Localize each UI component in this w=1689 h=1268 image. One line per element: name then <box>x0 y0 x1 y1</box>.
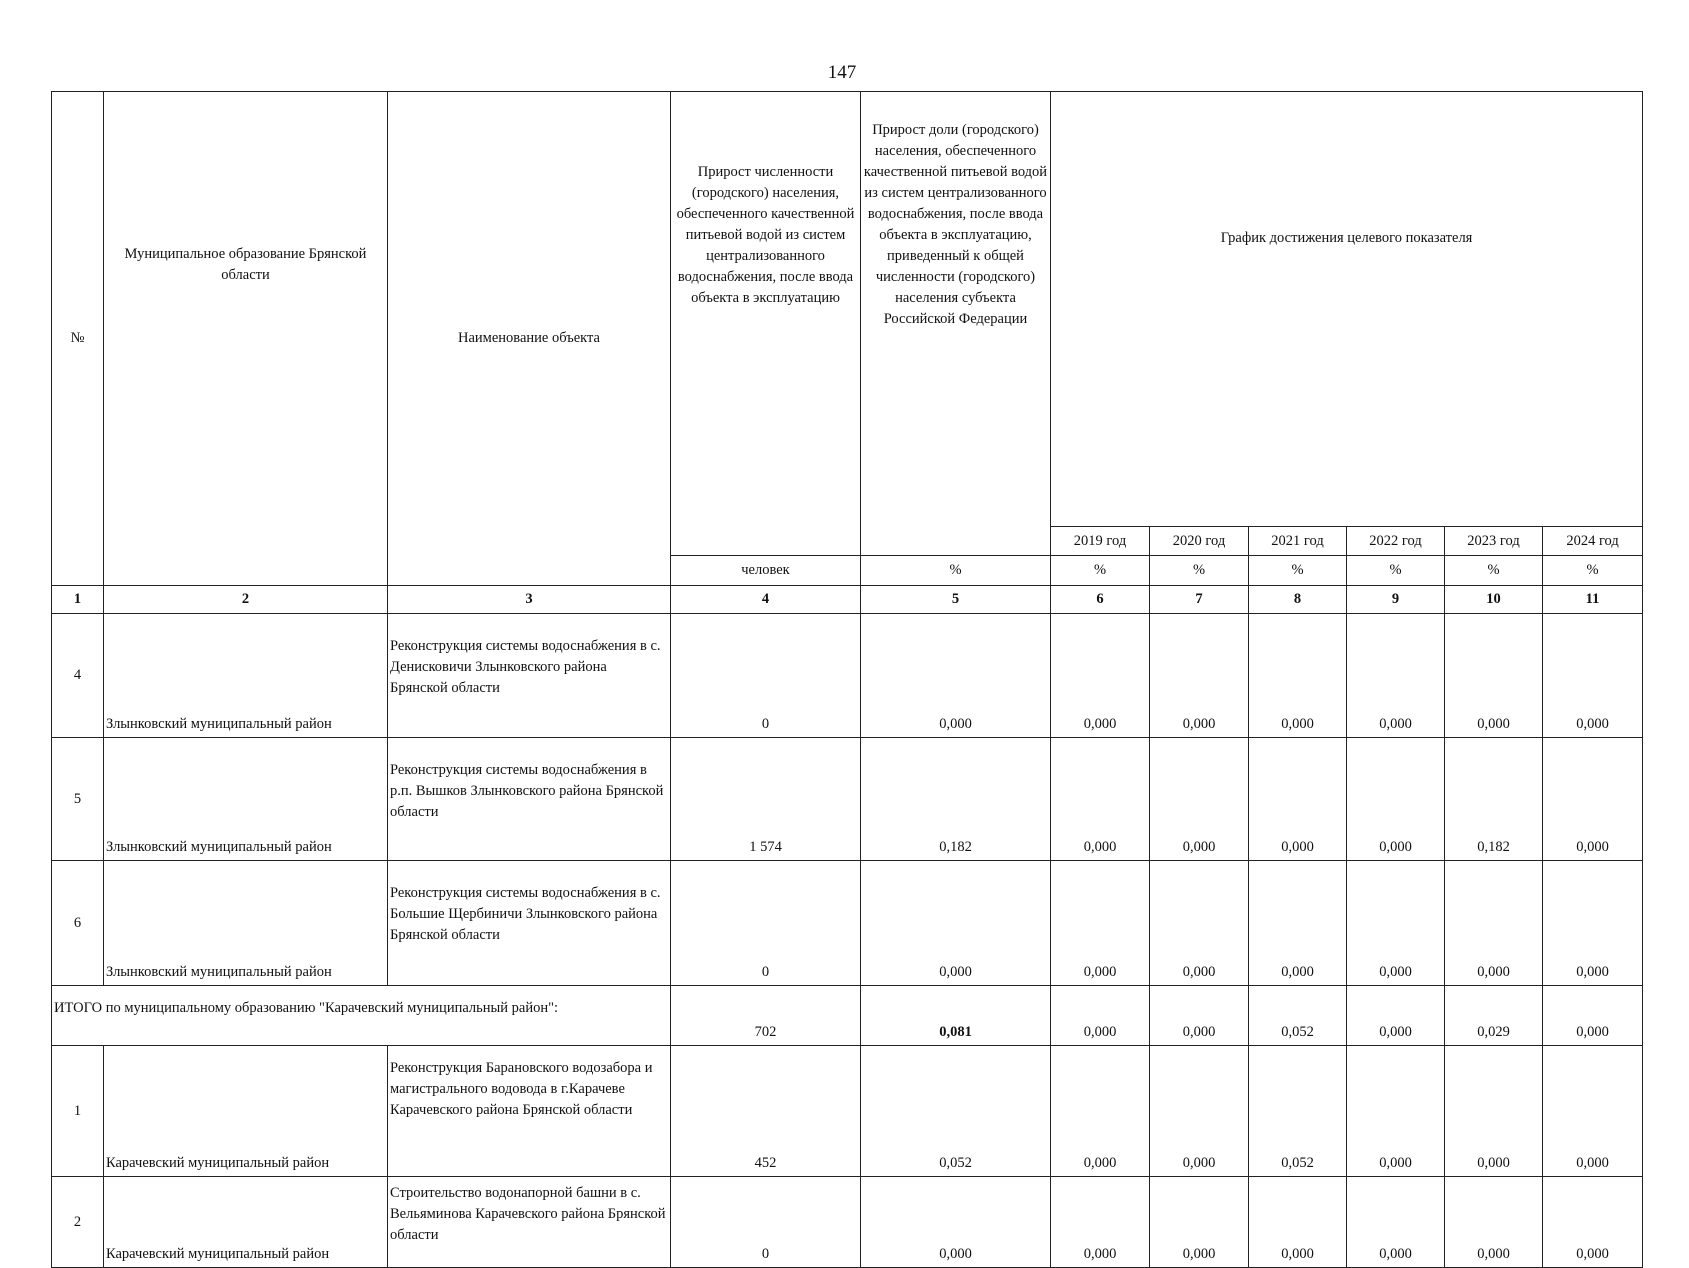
total-2019: 0,000 <box>1051 986 1150 1046</box>
row-2019: 0,000 <box>1051 1046 1150 1177</box>
total-2020: 0,000 <box>1150 986 1249 1046</box>
row-2022: 0,000 <box>1347 1046 1445 1177</box>
row-number: 4 <box>52 614 104 738</box>
row-people: 0 <box>671 861 861 986</box>
column-numbers-row <box>52 586 1643 614</box>
col-number: 2 <box>104 586 388 614</box>
unit-percent: % <box>1543 556 1643 586</box>
header-municipality: Муниципальное образование Брянской области <box>104 92 388 586</box>
page-number: 147 <box>827 62 857 83</box>
row-2021: 0,000 <box>1249 861 1347 986</box>
unit-percent: % <box>1150 556 1249 586</box>
table-row <box>52 738 1643 861</box>
row-2022: 0,000 <box>1347 614 1445 738</box>
row-people: 1 574 <box>671 738 861 861</box>
total-label: ИТОГО по муниципальному образованию "Карачевский муниципальный район": <box>52 986 671 1046</box>
col-number: 7 <box>1150 586 1249 614</box>
header-object: Наименование объекта <box>388 92 671 586</box>
row-number: 1 <box>52 1046 104 1177</box>
total-2023: 0,029 <box>1445 986 1543 1046</box>
row-share: 0,000 <box>861 614 1051 738</box>
row-2019: 0,000 <box>1051 738 1150 861</box>
header-row <box>52 92 1643 527</box>
row-2022: 0,000 <box>1347 738 1445 861</box>
total-row <box>52 986 1643 1046</box>
header-growth-population: Прирост численности (городского) населения, обеспеченного качественной питьевой водой из систем централизованного водоснабжения, после ввода объекта в эксплуатацию <box>671 92 861 556</box>
year-2023: 2023 год <box>1445 527 1543 556</box>
total-2021: 0,052 <box>1249 986 1347 1046</box>
row-people: 452 <box>671 1046 861 1177</box>
row-2023: 0,182 <box>1445 738 1543 861</box>
total-share: 0,081 <box>861 986 1051 1046</box>
table-row <box>52 1046 1643 1177</box>
row-number: 6 <box>52 861 104 986</box>
row-people: 0 <box>671 1177 861 1268</box>
header-growth-share: Прирост доли (городского) населения, обеспеченного качественной питьевой водой из систем централизованного водоснабжения, после ввода объекта в эксплуатацию, приведенный к общей численности (городского) населения субъекта Российской Федерации <box>861 92 1051 556</box>
row-2023: 0,000 <box>1445 614 1543 738</box>
col-number: 10 <box>1445 586 1543 614</box>
row-number: 2 <box>52 1177 104 1268</box>
col-number: 3 <box>388 586 671 614</box>
col-number: 11 <box>1543 586 1643 614</box>
col-number: 6 <box>1051 586 1150 614</box>
row-share: 0,052 <box>861 1046 1051 1177</box>
col-number: 5 <box>861 586 1051 614</box>
total-people: 702 <box>671 986 861 1046</box>
unit-percent: % <box>1347 556 1445 586</box>
col-number: 9 <box>1347 586 1445 614</box>
row-2019: 0,000 <box>1051 861 1150 986</box>
table-row <box>52 861 1643 986</box>
row-municipality: Карачевский муниципальный район <box>104 1177 388 1268</box>
row-2024: 0,000 <box>1543 1046 1643 1177</box>
row-2020: 0,000 <box>1150 1046 1249 1177</box>
table-row <box>52 1177 1643 1268</box>
year-2019: 2019 год <box>1051 527 1150 556</box>
row-number: 5 <box>52 738 104 861</box>
row-2021: 0,000 <box>1249 738 1347 861</box>
row-object: Реконструкция Барановского водозабора и магистрального водовода в г.Карачеве Карачевского района Брянской области <box>388 1046 671 1177</box>
row-2022: 0,000 <box>1347 861 1445 986</box>
row-object: Реконструкция системы водоснабжения в р.п. Вышков Злынковского района Брянской области <box>388 738 671 861</box>
row-2020: 0,000 <box>1150 1177 1249 1268</box>
row-object: Реконструкция системы водоснабжения в с. Денисковичи Злынковского района Брянской области <box>388 614 671 738</box>
row-people: 0 <box>671 614 861 738</box>
col-number: 8 <box>1249 586 1347 614</box>
year-2024: 2024 год <box>1543 527 1643 556</box>
header-no: № <box>52 92 104 586</box>
row-2020: 0,000 <box>1150 861 1249 986</box>
row-2020: 0,000 <box>1150 614 1249 738</box>
unit-percent: % <box>1445 556 1543 586</box>
row-2022: 0,000 <box>1347 1177 1445 1268</box>
row-2023: 0,000 <box>1445 1046 1543 1177</box>
year-2022: 2022 год <box>1347 527 1445 556</box>
year-2021: 2021 год <box>1249 527 1347 556</box>
header-schedule: График достижения целевого показателя <box>1051 92 1643 527</box>
row-2019: 0,000 <box>1051 1177 1150 1268</box>
row-share: 0,000 <box>861 1177 1051 1268</box>
row-2024: 0,000 <box>1543 1177 1643 1268</box>
col-number: 1 <box>52 586 104 614</box>
row-2024: 0,000 <box>1543 861 1643 986</box>
row-2024: 0,000 <box>1543 614 1643 738</box>
row-object: Реконструкция системы водоснабжения в с. Большие Щербиничи Злынковского района Брянской области <box>388 861 671 986</box>
row-municipality: Злынковский муниципальный район <box>104 738 388 861</box>
row-2019: 0,000 <box>1051 614 1150 738</box>
row-object: Строительство водонапорной башни в с. Вельяминова Карачевского района Брянской области <box>388 1177 671 1268</box>
row-share: 0,182 <box>861 738 1051 861</box>
row-2020: 0,000 <box>1150 738 1249 861</box>
row-2023: 0,000 <box>1445 1177 1543 1268</box>
row-2021: 0,000 <box>1249 614 1347 738</box>
unit-percent: % <box>861 556 1051 586</box>
unit-percent: % <box>1051 556 1150 586</box>
row-municipality: Карачевский муниципальный район <box>104 1046 388 1177</box>
row-2024: 0,000 <box>1543 738 1643 861</box>
col-number: 4 <box>671 586 861 614</box>
row-2023: 0,000 <box>1445 861 1543 986</box>
row-2021: 0,052 <box>1249 1046 1347 1177</box>
unit-percent: % <box>1249 556 1347 586</box>
row-municipality: Злынковский муниципальный район <box>104 861 388 986</box>
total-2022: 0,000 <box>1347 986 1445 1046</box>
row-municipality: Злынковский муниципальный район <box>104 614 388 738</box>
table-row <box>52 614 1643 738</box>
total-2024: 0,000 <box>1543 986 1643 1046</box>
year-2020: 2020 год <box>1150 527 1249 556</box>
row-2021: 0,000 <box>1249 1177 1347 1268</box>
unit-people: человек <box>671 556 861 586</box>
row-share: 0,000 <box>861 861 1051 986</box>
data-table <box>51 91 1643 1268</box>
